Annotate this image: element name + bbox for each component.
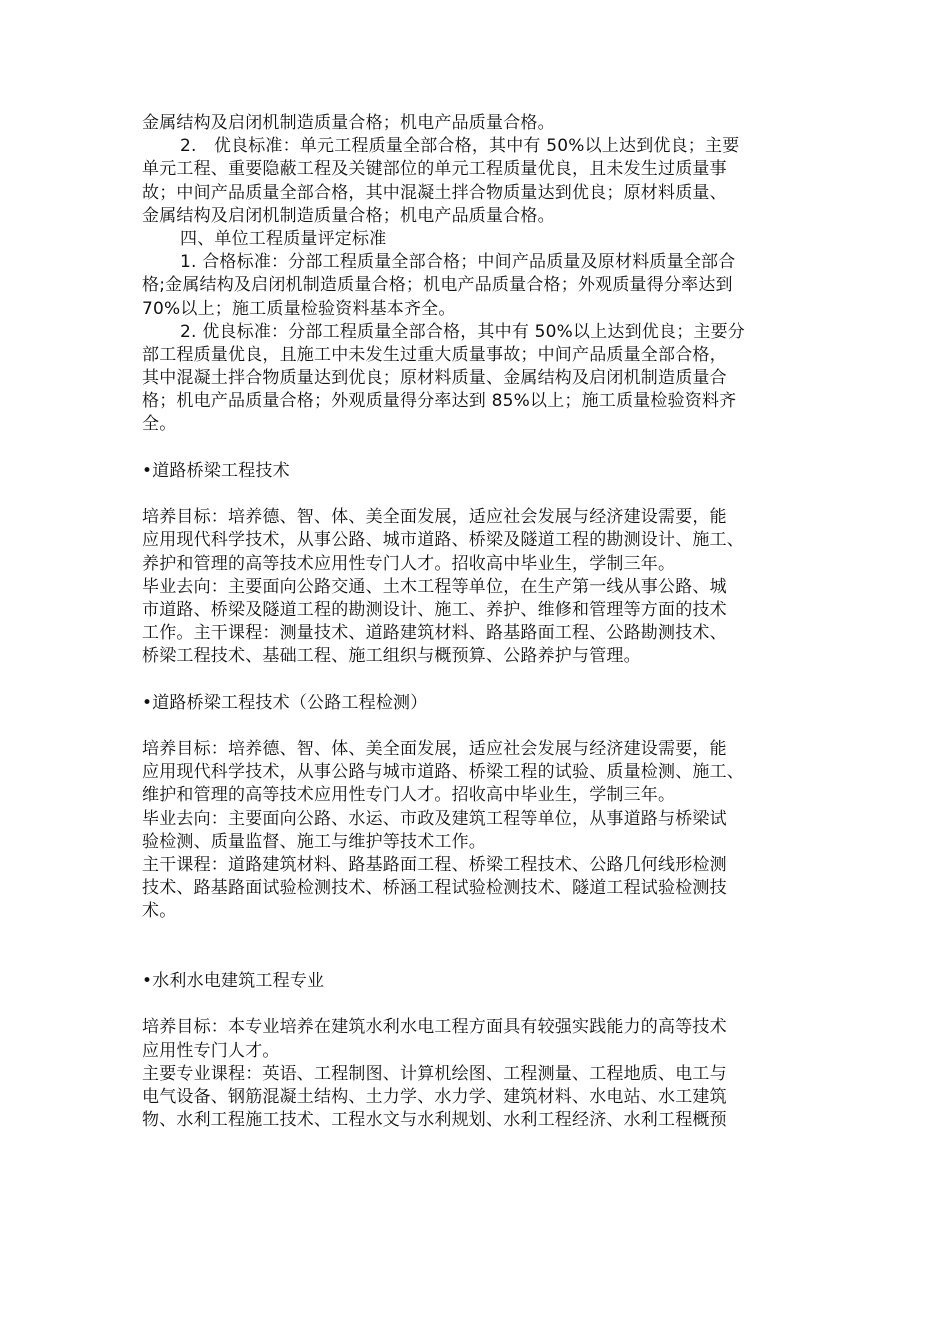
text-line: 70%以上；施工质量检验资料基本齐全。: [142, 298, 456, 319]
program-heading: •道路桥梁工程技术: [142, 460, 290, 481]
spacer: [142, 924, 822, 970]
text-line: 格;金属结构及启闭机制造质量合格；机电产品质量合格；外观质量得分率达到: [142, 275, 733, 296]
program-heading: •道路桥梁工程技术（公路工程检测）: [142, 692, 428, 713]
text-line: 培养目标：本专业培养在建筑水利水电工程方面具有较强实践能力的高等技术: [142, 1017, 727, 1038]
text-line: 市道路、桥梁及隧道工程的勘测设计、施工、养护、维修和管理等方面的技术: [142, 599, 727, 620]
text-line: 主要专业课程：英语、工程制图、计算机绘图、工程测量、工程地质、电工与: [142, 1063, 727, 1084]
spacer: [142, 715, 822, 738]
text-line: 2. 优良标准：分部工程质量全部合格，其中有 50%以上达到优良；主要分: [180, 321, 746, 342]
text-line: 金属结构及启闭机制造质量合格；机电产品质量合格。: [142, 205, 555, 226]
text-line: 技术、路基路面试验检测技术、桥涵工程试验检测技术、隧道工程试验检测技: [142, 878, 727, 899]
text-line: 毕业去向：主要面向公路交通、土木工程等单位，在生产第一线从事公路、城: [142, 576, 727, 597]
text-line: 主干课程：道路建筑材料、路基路面工程、桥梁工程技术、公路几何线形检测: [142, 855, 727, 875]
text-line: 应用性专门人才。: [142, 1040, 280, 1061]
spacer: [142, 993, 822, 1016]
text-line: 单元工程、重要隐蔽工程及关键部位的单元工程质量优良，且未发生过质量事: [142, 159, 727, 180]
text-line: 故；中间产品质量全部合格，其中混凝土拌合物质量达到优良；原材料质量、: [142, 182, 727, 203]
text-line: 2. 优良标准：单元工程质量全部合格，其中有 50%以上达到优良；主要: [180, 136, 740, 157]
text-line: 物、水利工程施工技术、工程水文与水利规划、水利工程经济、水利工程概预: [142, 1110, 727, 1131]
program-heading: •水利水电建筑工程专业: [142, 970, 325, 991]
text-line: 金属结构及启闭机制造质量合格；机电产品质量合格。: [142, 113, 555, 133]
text-line: 培养目标：培养德、智、体、美全面发展，适应社会发展与经济建设需要，能: [142, 507, 727, 528]
text-line: 部工程质量优良，且施工中未发生过重大质量事故；中间产品质量全部合格，: [142, 344, 727, 365]
text-line: 养护和管理的高等技术应用性专门人才。招收高中毕业生，学制三年。: [142, 553, 676, 574]
text-line: 验检测、质量监督、施工与维护等技术工作。: [142, 831, 486, 852]
text-line: 术。: [142, 901, 177, 922]
document-body: [142, 112, 822, 1132]
text-line: 维护和管理的高等技术应用性专门人才。招收高中毕业生，学制三年。: [142, 785, 676, 806]
spacer: [142, 437, 822, 460]
text-line: 1. 合格标准：分部工程质量全部合格；中间产品质量及原材料质量全部合: [180, 252, 736, 273]
section-heading: 四、单位工程质量评定标准: [180, 228, 387, 249]
text-line: 桥梁工程技术、基础工程、施工组织与概预算、公路养护与管理。: [142, 646, 641, 667]
text-line: 毕业去向：主要面向公路、水运、市政及建筑工程等单位，从事道路与桥梁试: [142, 808, 727, 829]
text-line: 应用现代科学技术，从事公路与城市道路、桥梁工程的试验、质量检测、施工、: [142, 762, 744, 783]
text-line: 应用现代科学技术，从事公路、城市道路、桥梁及隧道工程的勘测设计、施工、: [142, 530, 744, 551]
text-line: 培养目标：培养德、智、体、美全面发展，适应社会发展与经济建设需要，能: [142, 739, 727, 760]
text-line: 格；机电产品质量合格；外观质量得分率达到 85%以上；施工质量检验资料齐: [142, 391, 737, 412]
text-line: 电气设备、钢筋混凝土结构、土力学、水力学、建筑材料、水电站、水工建筑: [142, 1086, 727, 1107]
spacer: [142, 483, 822, 506]
spacer: [142, 669, 822, 692]
text-line: 全。: [142, 414, 177, 435]
text-line: 工作。主干课程：测量技术、道路建筑材料、路基路面工程、公路勘测技术、: [142, 623, 727, 644]
text-line: 其中混凝土拌合物质量达到优良；原材料质量、金属结构及启闭机制造质量合: [142, 368, 727, 389]
